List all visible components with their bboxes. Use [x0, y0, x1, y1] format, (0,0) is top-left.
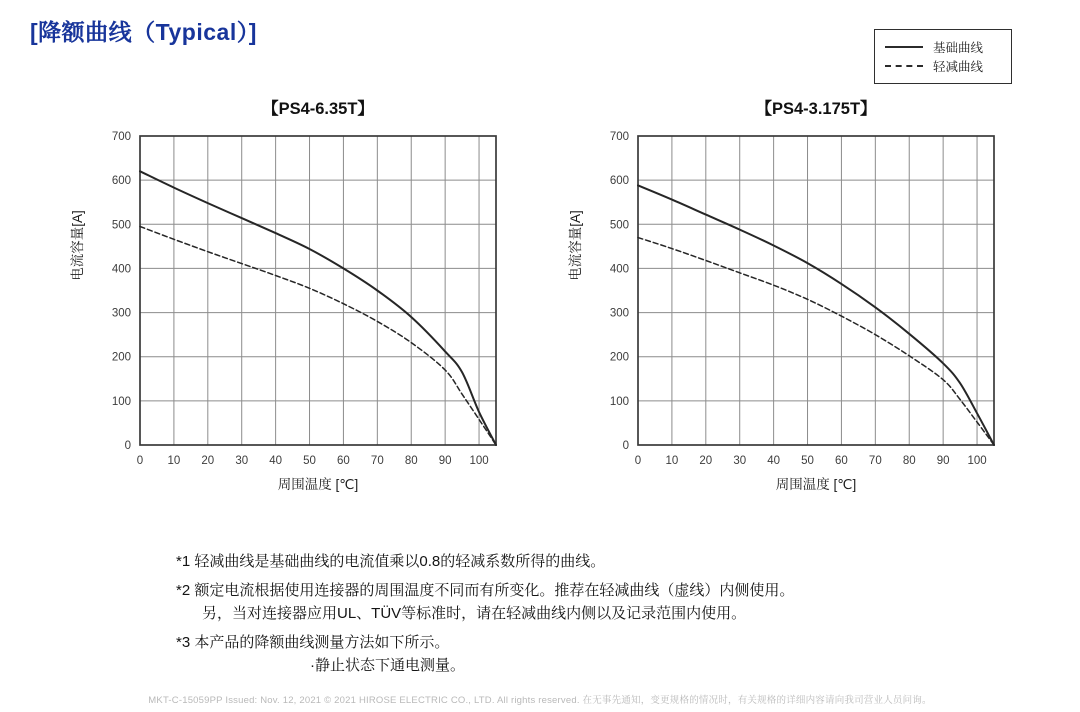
- page-title: [降额曲线（Typical）]: [30, 19, 257, 45]
- svg-text:70: 70: [868, 455, 882, 467]
- svg-text:30: 30: [235, 455, 249, 467]
- legend-label-base: 基础曲线: [933, 40, 984, 55]
- footnote-3: *3 本产品的降额曲线测量方法如下所示。: [176, 634, 450, 651]
- svg-text:60: 60: [835, 455, 848, 467]
- svg-text:0: 0: [136, 455, 144, 467]
- chart-ps4-6-35t-title: 【PS4-6.35T】: [262, 100, 374, 118]
- svg-text:20: 20: [699, 455, 713, 467]
- legend-item-derate: [885, 56, 1001, 75]
- svg-text:电流容量[A]: 电流容量[A]: [568, 210, 583, 281]
- footnote-3-bullet: ·静止状态下通电测量。: [310, 657, 465, 674]
- svg-text:600: 600: [111, 175, 131, 188]
- svg-text:周围温度 [℃]: 周围温度 [℃]: [775, 477, 857, 492]
- footer-copyright: MKT-C-15059PP Issued: Nov. 12, 2021 © 2021 HIROSE ELECTRIC CO., LTD. All rights reserved. 在无事先通知，变更规格的情况时，有关规格的详细内容请向我司营业人员问询。: [148, 695, 932, 706]
- svg-text:0: 0: [124, 440, 131, 452]
- chart-ps4-6-35t-plot: [56, 126, 526, 498]
- svg-text:100: 100: [609, 395, 629, 408]
- svg-text:10: 10: [665, 455, 679, 467]
- svg-text:40: 40: [767, 455, 781, 467]
- svg-text:60: 60: [337, 455, 350, 467]
- svg-text:100: 100: [967, 455, 987, 467]
- svg-text:20: 20: [201, 455, 215, 467]
- dashed-line-icon: [885, 65, 923, 67]
- svg-text:40: 40: [269, 455, 283, 467]
- footnote-2: *2 额定电流根据使用连接器的周围温度不同而有所变化。推荐在轻减曲线（虚线）内侧使用。: [176, 582, 795, 599]
- svg-text:90: 90: [438, 455, 452, 467]
- svg-text:600: 600: [609, 175, 629, 188]
- svg-text:周围温度 [℃]: 周围温度 [℃]: [277, 477, 359, 492]
- svg-text:400: 400: [111, 263, 131, 276]
- svg-text:90: 90: [936, 455, 950, 467]
- svg-text:300: 300: [609, 307, 629, 320]
- svg-text:500: 500: [111, 219, 131, 232]
- legend-label-derate: 轻减曲线: [933, 59, 984, 74]
- svg-text:300: 300: [111, 307, 131, 320]
- chart-ps4-3-175t: [554, 96, 1024, 498]
- legend-item-base: [885, 37, 1001, 56]
- svg-text:80: 80: [902, 455, 916, 467]
- svg-text:200: 200: [609, 351, 629, 364]
- svg-text:电流容量[A]: 电流容量[A]: [70, 210, 85, 281]
- footnote-1: *1 轻减曲线是基础曲线的电流值乘以0.8的轻减系数所得的曲线。: [176, 553, 606, 570]
- svg-text:50: 50: [801, 455, 814, 467]
- svg-text:0: 0: [622, 440, 629, 452]
- svg-text:100: 100: [111, 395, 131, 408]
- solid-line-icon: [885, 46, 923, 48]
- svg-text:400: 400: [609, 263, 629, 276]
- chart-ps4-6-35t: [56, 96, 526, 498]
- svg-text:700: 700: [111, 131, 131, 143]
- svg-text:700: 700: [609, 131, 629, 143]
- svg-text:200: 200: [111, 351, 131, 364]
- chart-ps4-3-175t-title: 【PS4-3.175T】: [755, 100, 877, 118]
- svg-text:100: 100: [469, 455, 489, 467]
- svg-text:50: 50: [303, 455, 316, 467]
- footnotes: [176, 552, 896, 676]
- svg-text:80: 80: [404, 455, 418, 467]
- svg-text:70: 70: [370, 455, 384, 467]
- footnote-2-cont: 另，当对连接器应用UL、TÜV等标准时，请在轻减曲线内侧以及记录范围内使用。: [202, 605, 747, 622]
- chart-ps4-3-175t-plot: [554, 126, 1024, 498]
- svg-text:500: 500: [609, 219, 629, 232]
- legend: [874, 29, 1012, 84]
- svg-text:30: 30: [733, 455, 747, 467]
- svg-text:10: 10: [167, 455, 181, 467]
- svg-text:0: 0: [634, 455, 642, 467]
